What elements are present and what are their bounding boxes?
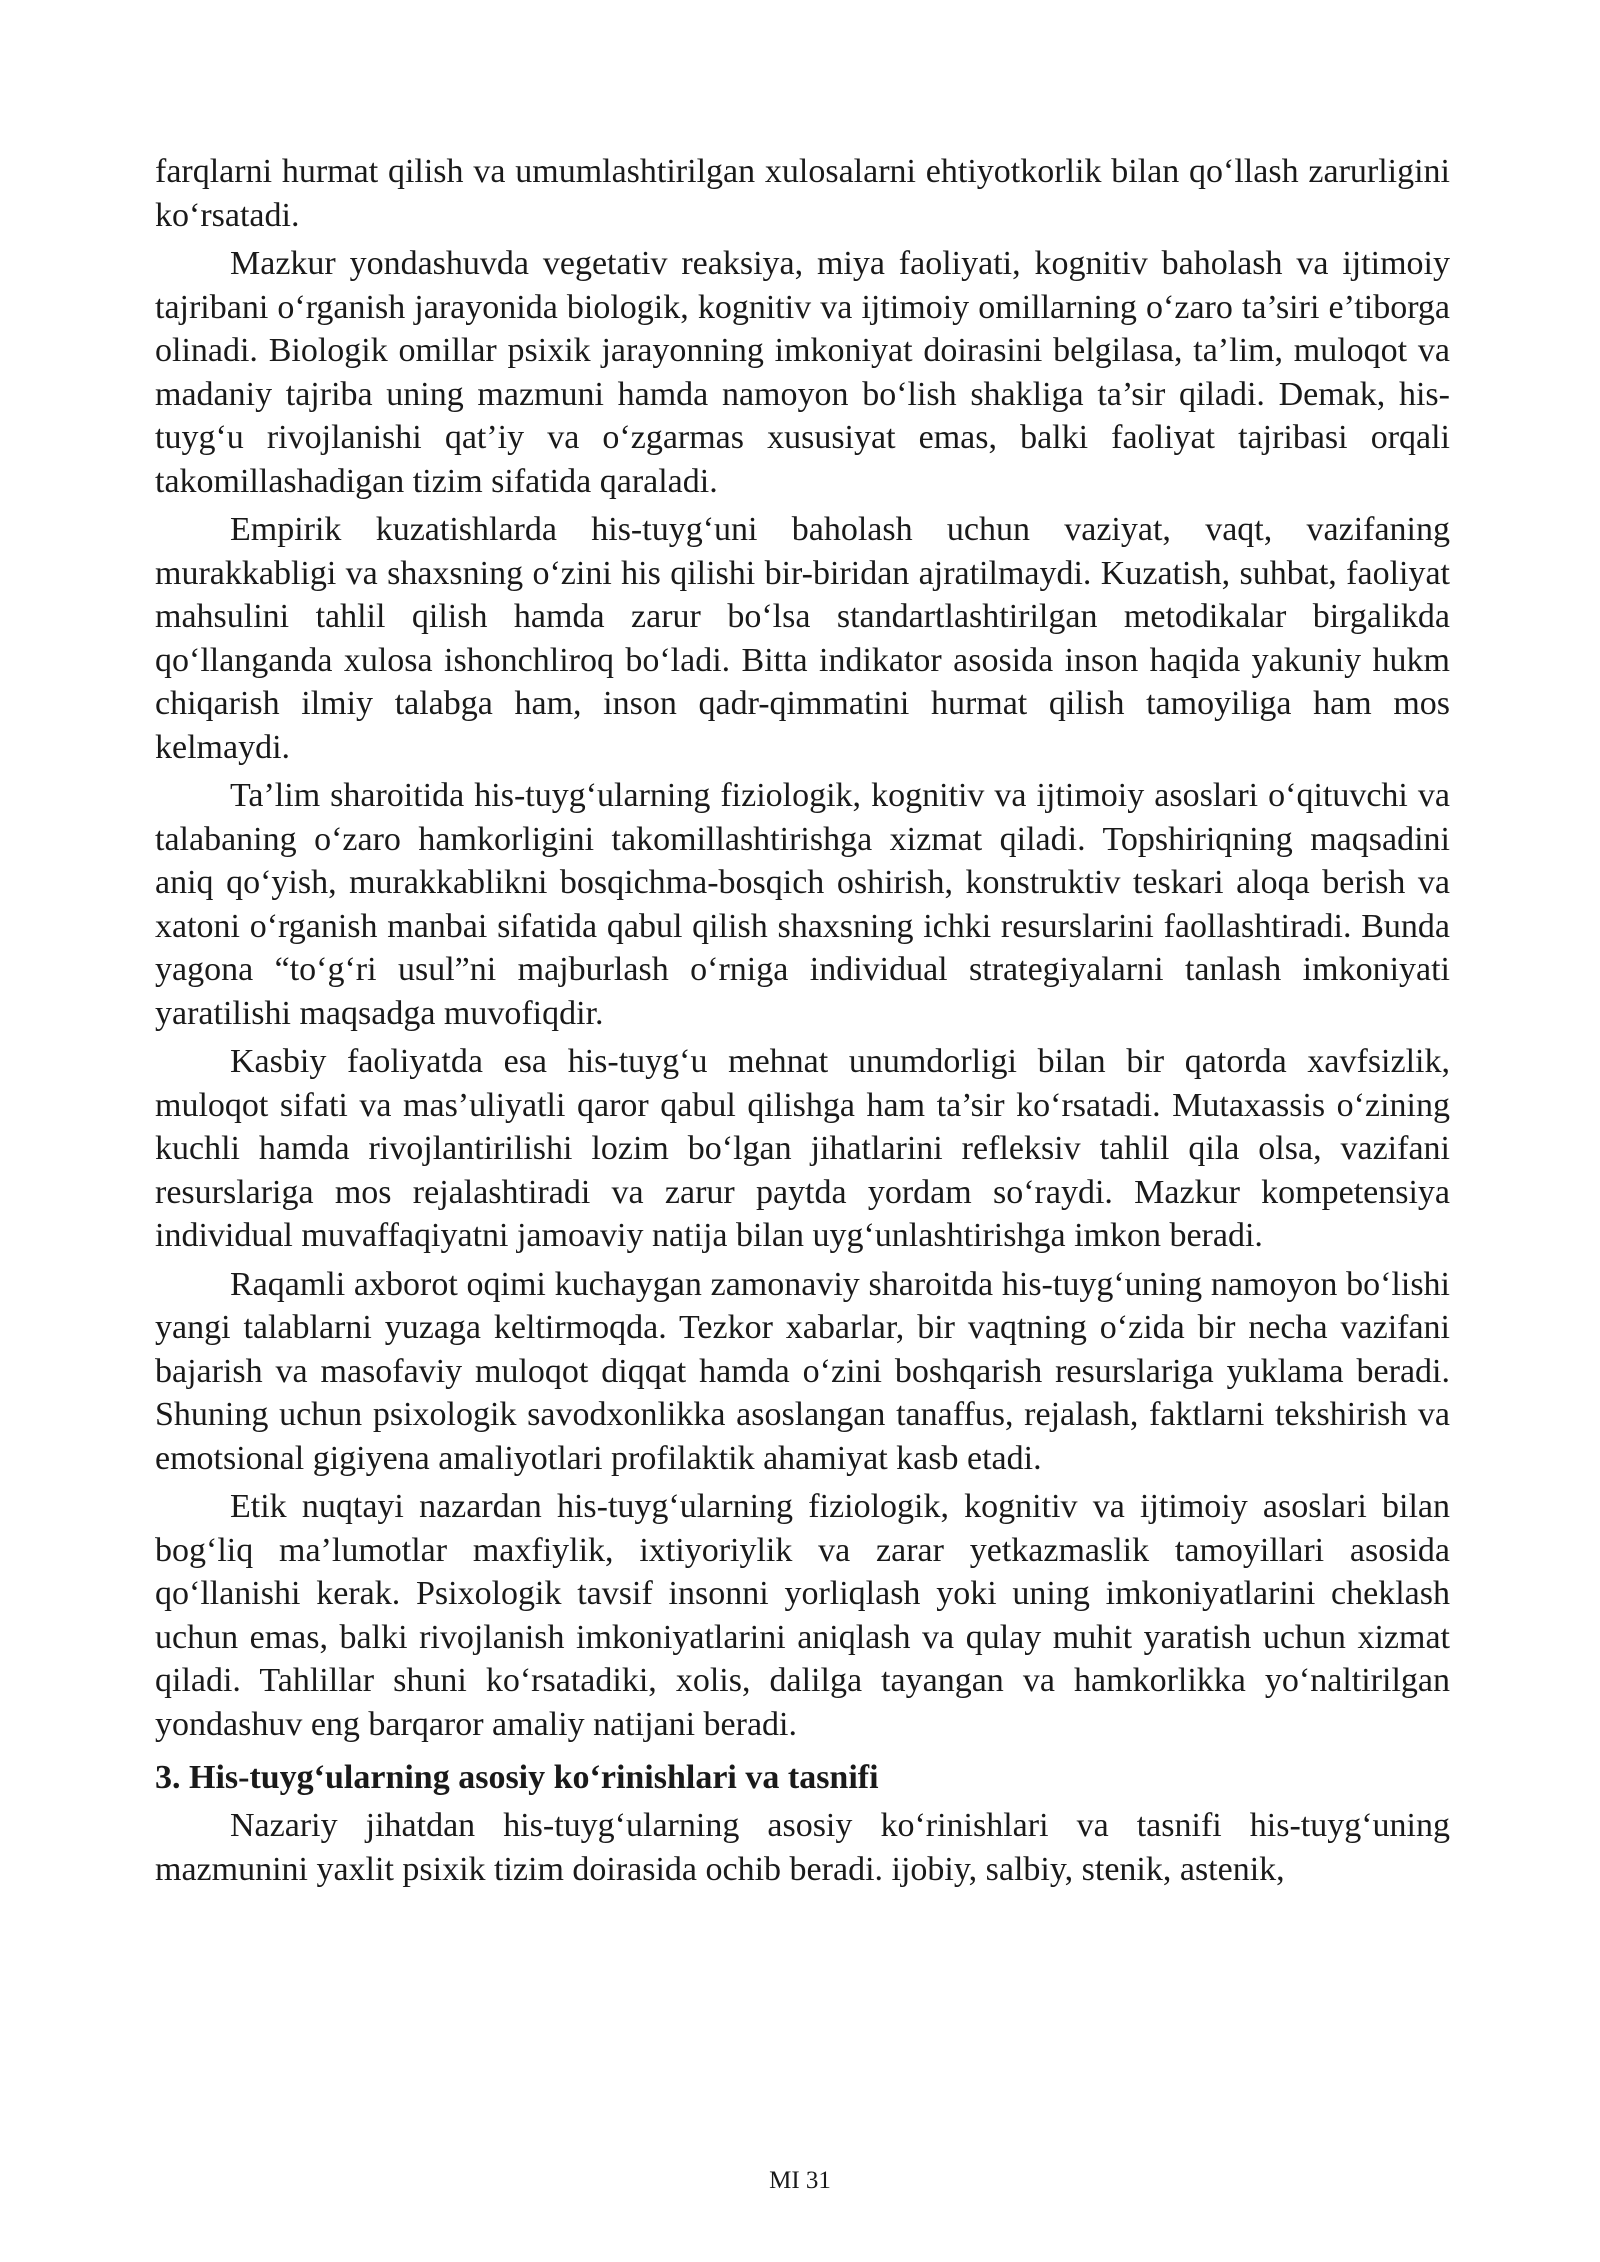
page-body [155, 150, 1450, 1896]
section-heading: 3. His-tuyg‘ularning asosiy ko‘rinishlari va tasnifi [155, 1759, 879, 1796]
paragraph-ethics: Etik nuqtayi nazardan his-tuyg‘ularning fiziologik, kognitiv va ijtimoiy asoslari bilan bog‘liq ma’lumotlar maxfiylik, ixtiyoriylik va zarar yetkazmaslik tamoyillari asosida qo‘llanishi kerak. Psixologik tavsif insonni yorliqlash yoki uning imkoniyatlarini cheklash uchun emas, balki rivojlanish imkoniyatlarini aniqlash va qulay muhit yaratish uchun xizmat qiladi. Tahlillar shuni ko‘rsatadiki, xolis, dalilga tayangan va hamkorlikka yo‘naltirilgan yondashuv eng barqaror amaliy natijani beradi. [155, 1488, 1450, 1743]
paragraph-professional: Kasbiy faoliyatda esa his-tuyg‘u mehnat unumdorligi bilan bir qatorda xavfsizlik, muloqot sifati va mas’uliyatli qaror qabul qilishga ham ta’sir ko‘rsatadi. Mutaxassis o‘zining kuchli hamda rivojlantirilishi lozim bo‘lgan jihatlarini refleksiv tahlil qila olsa, vazifani resurslariga mos rejalashtiradi va zarur paytda yordam so‘raydi. Mazkur kompetensiya individual muvaffaqiyatni jamoaviy natija bilan uyg‘unlashtirishga imkon beradi. [155, 1043, 1450, 1254]
paragraph-continuation: farqlarni hurmat qilish va umumlashtirilgan xulosalarni ehtiyotkorlik bilan qo‘llash zarurligini ko‘rsatadi. [155, 153, 1450, 234]
paragraph-digital: Raqamli axborot oqimi kuchaygan zamonaviy sharoitda his-tuyg‘uning namoyon bo‘lishi yangi talablarni yuzaga keltirmoqda. Tezkor xabarlar, bir vaqtning o‘zida bir necha vazifani bajarish va masofaviy muloqot diqqat hamda o‘zini boshqarish resurslariga yuklama beradi. Shuning uchun psixologik savodxonlikka asoslangan tanaffus, rejalash, faktlarni tekshirish va emotsional gigiyena amaliyotlari profilaktik ahamiyat kasb etadi. [155, 1265, 1450, 1477]
paragraph-approach: Mazkur yondashuvda vegetativ reaksiya, miya faoliyati, kognitiv baholash va ijtimoiy tajribani o‘rganish jarayonida biologik, kognitiv va ijtimoiy omillarning o‘zaro ta’siri e’tiborga olinadi. Biologik omillar psixik jarayonning imkoniyat doirasini belgilasa, ta’lim, muloqot va madaniy tajriba uning mazmuni hamda namoyon bo‘lish shakliga ta’sir qiladi. Demak, his-tuyg‘u rivojlanishi qat’iy va o‘zgarmas xususiyat emas, balki faoliyat tajribasi orqali takomillashadigan tizim sifatida qaraladi. [155, 245, 1450, 500]
paragraph-section-intro: Nazariy jihatdan his-tuyg‘ularning asosiy ko‘rinishlari va tasnifi his-tuyg‘uning mazmunini yaxlit psixik tizim doirasida ochib beradi. ijobiy, salbiy, stenik, astenik, [155, 1807, 1450, 1888]
paragraph-empirical: Empirik kuzatishlarda his-tuyg‘uni baholash uchun vaziyat, vaqt, vazifaning murakkabligi va shaxsning o‘zini his qilishi bir-biridan ajratilmaydi. Kuzatish, suhbat, faoliyat mahsulini tahlil qilish hamda zarur bo‘lsa standartlashtirilgan metodikalar birgalikda qo‘llanganda xulosa ishonchliroq bo‘ladi. Bitta indikator asosida inson haqida yakuniy hukm chiqarish ilmiy talabga ham, inson qadr-qimmatini hurmat qilish tamoyiliga ham mos kelmaydi. [155, 511, 1450, 766]
paragraph-education: Ta’lim sharoitida his-tuyg‘ularning fiziologik, kognitiv va ijtimoiy asoslari o‘qituvchi va talabaning o‘zaro hamkorligini takomillashtirishga xizmat qiladi. Topshiriqning maqsadini aniq qo‘yish, murakkablikni bosqichma-bosqich oshirish, konstruktiv teskari aloqa berish va xatoni o‘rganish manbai sifatida qabul qilish shaxsning ichki resurslarini faollashtiradi. Bunda yagona “to‘g‘ri usul”ni majburlash o‘rniga individual strategiyalarni tanlash imkoniyati yaratilishi maqsadga muvofiqdir. [155, 777, 1450, 1032]
page-number: MI 31 [769, 2167, 831, 2194]
